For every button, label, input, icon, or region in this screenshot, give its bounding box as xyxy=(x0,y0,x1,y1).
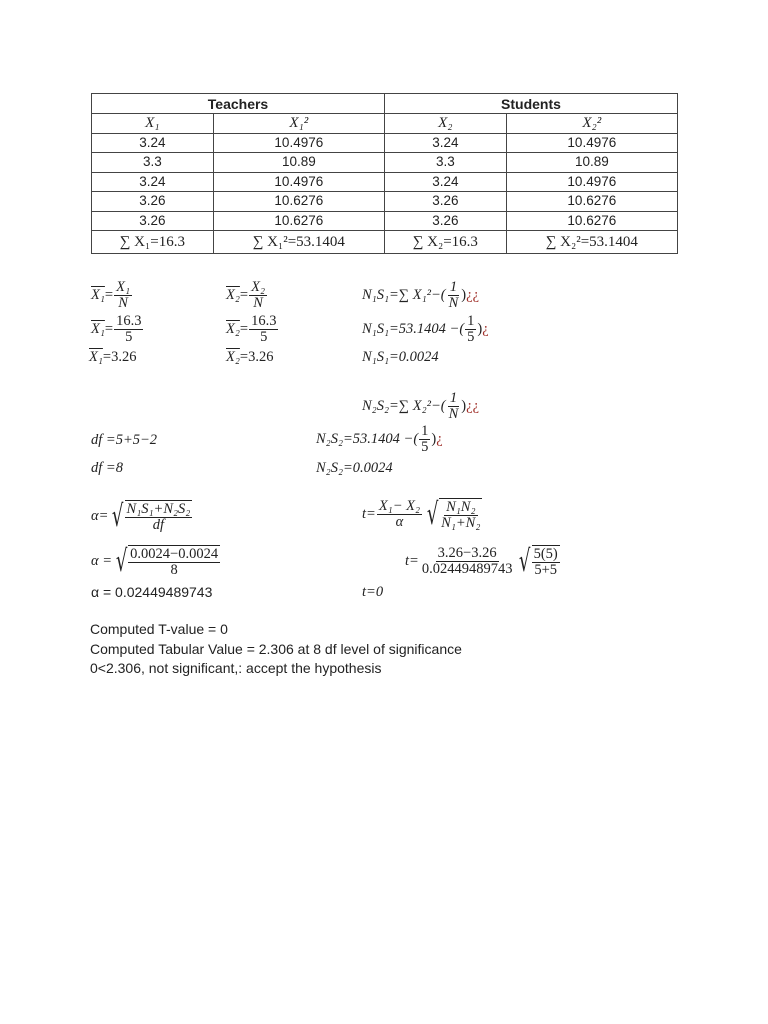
alpha-formula: α= √ $\frac{\text{N₁S₁+N₂S₂}}{df}$ xyxy=(91,498,191,534)
df-formula: df =5+5−2 xyxy=(91,432,158,448)
table-cell: 3.3 xyxy=(384,153,506,173)
table-cell: 10.6276 xyxy=(213,192,384,212)
col-x2: X₂ xyxy=(384,114,506,134)
mean2-formula: X₂ = $\frac{\text{X₂}}{N}$ xyxy=(226,279,265,311)
group-teachers: Teachers xyxy=(92,94,385,114)
table-cell: 10.6276 xyxy=(506,192,677,212)
table-cell: 3.24 xyxy=(384,133,506,153)
table-row xyxy=(92,211,678,231)
table-cell: 10.4976 xyxy=(506,172,677,192)
t-formula: t= $\frac{\text{X₁− X₂}}{\alpha}$ √ $\frac{\text{N₁N₂}}{\text{N₁+N₂}}$ xyxy=(362,496,481,532)
table-row xyxy=(92,192,678,212)
t-substitution: t= $\frac{3.26-3.26}{0.02449489743}$ √ $\frac{5(5)}{5+5}$ xyxy=(405,543,558,579)
alpha-result: α = 0.02449489743 xyxy=(91,584,213,600)
col-x1: X₁ xyxy=(92,114,214,134)
data-table xyxy=(91,93,678,254)
table-cell: 10.89 xyxy=(213,153,384,173)
alpha-substitution: α = √ $\frac{0.0024-0.0024}{8}$ xyxy=(91,543,219,579)
ns2-substitution: N₂S₂=53.1404 −( $\frac{1}{5}$ ) ¿ xyxy=(316,423,443,455)
table-row xyxy=(92,172,678,192)
sum-x1: ∑ X₁=16.3 xyxy=(92,231,214,254)
table-cell: 10.89 xyxy=(506,153,677,173)
table-cell: 3.24 xyxy=(92,133,214,153)
table-cell: 3.3 xyxy=(92,153,214,173)
ns1-result: N₁S₁=0.0024 xyxy=(362,349,439,365)
table-cell: 10.6276 xyxy=(506,211,677,231)
table-cell: 3.24 xyxy=(384,172,506,192)
ns1-formula: N₁S₁= ∑ X₁²−( $\frac{1}{N}$ ) ¿¿ xyxy=(362,279,480,311)
ns1-substitution: N₁S₁=53.1404 −( $\frac{1}{5}$ ) ¿ xyxy=(362,313,489,345)
sum-x2: ∑ X₂=16.3 xyxy=(384,231,506,254)
conclusion-t-value: Computed T-value = 0 xyxy=(90,621,228,637)
mean1-result: X₁ = 3.26 xyxy=(89,349,137,365)
conclusion-tabular-value: Computed Tabular Value = 2.306 at 8 df level of significance xyxy=(90,641,462,657)
table-cell: 3.26 xyxy=(92,192,214,212)
table-cell: 3.26 xyxy=(92,211,214,231)
table-row xyxy=(92,133,678,153)
table-cell: 3.26 xyxy=(384,192,506,212)
table-cell: 10.4976 xyxy=(213,133,384,153)
sum-x2-squared: ∑ X₂²=53.1404 xyxy=(506,231,677,254)
conclusion-decision: 0<2.306, not significant,: accept the hypothesis xyxy=(90,660,382,676)
table-row xyxy=(92,153,678,173)
mean2-result: X₂ = 3.26 xyxy=(226,349,274,365)
ns2-result: N₂S₂=0.0024 xyxy=(316,460,393,476)
ns2-formula: N₂S₂= ∑ X₂²−( $\frac{1}{N}$ ) ¿¿ xyxy=(362,390,480,422)
sum-x1-squared: ∑ X₁²=53.1404 xyxy=(213,231,384,254)
df-result: df =8 xyxy=(91,460,123,476)
col-x1-squared: X₁² xyxy=(213,114,384,134)
table-cell: 10.6276 xyxy=(213,211,384,231)
t-result: t=0 xyxy=(362,584,384,600)
mean1-formula: X₁ = $\frac{\text{X₁}}{N}$ xyxy=(91,279,130,311)
col-x2-squared: X₂² xyxy=(506,114,677,134)
table-cell: 3.24 xyxy=(92,172,214,192)
table-cell: 10.4976 xyxy=(506,133,677,153)
table-cell: 10.4976 xyxy=(213,172,384,192)
mean2-substitution: X₂ = $\frac{16.3}{5}$ xyxy=(226,313,277,345)
mean1-substitution: X₁ = $\frac{16.3}{5}$ xyxy=(91,313,142,345)
table-cell: 3.26 xyxy=(384,211,506,231)
group-students: Students xyxy=(384,94,677,114)
